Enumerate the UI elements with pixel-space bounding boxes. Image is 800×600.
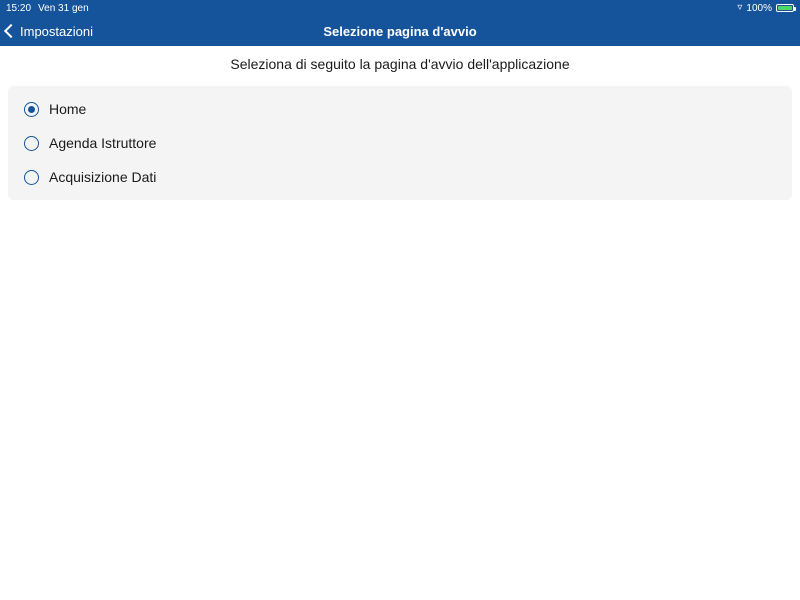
option-label-acquisizione-dati: Acquisizione Dati — [49, 169, 157, 185]
wifi-icon: ▿ — [737, 2, 743, 13]
option-row-home[interactable] — [8, 92, 792, 126]
status-bar-right — [737, 3, 794, 14]
status-bar-left — [6, 3, 89, 14]
main-content — [0, 46, 800, 200]
radio-button-acquisizione-dati[interactable] — [24, 170, 39, 185]
status-bar — [0, 0, 800, 16]
option-row-acquisizione-dati[interactable] — [8, 160, 792, 194]
back-button[interactable] — [0, 24, 93, 39]
option-label-home: Home — [49, 101, 87, 117]
option-row-agenda-istruttore[interactable] — [8, 126, 792, 160]
battery-icon — [776, 4, 794, 12]
back-button-label: Impostazioni — [20, 23, 93, 39]
option-label-agenda-istruttore: Agenda Istruttore — [49, 135, 157, 151]
instruction-text: Seleziona di seguito la pagina d'avvio dell'applicazione — [230, 56, 570, 72]
status-bar-date: Ven 31 gen — [38, 2, 89, 14]
status-bar-time: 15:20 — [6, 2, 32, 14]
radio-button-home[interactable] — [24, 102, 39, 117]
page-title: Selezione pagina d'avvio — [323, 23, 477, 39]
navigation-bar — [0, 16, 800, 46]
battery-fill — [778, 6, 792, 10]
radio-button-agenda-istruttore[interactable] — [24, 136, 39, 151]
chevron-left-icon — [4, 24, 18, 38]
startup-page-options-group — [8, 86, 792, 200]
status-bar-battery-percent: 100% — [746, 2, 772, 14]
